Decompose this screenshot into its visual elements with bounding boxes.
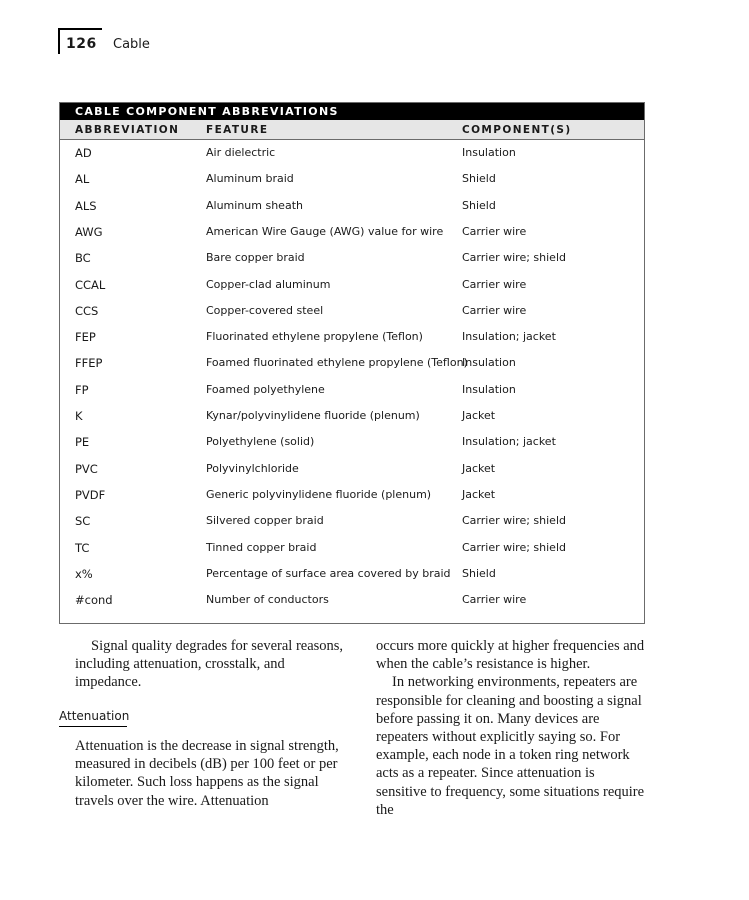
- table-row: [60, 245, 644, 271]
- table-row: [60, 456, 644, 482]
- table-row: [60, 193, 644, 219]
- feature-cell: Generic polyvinylidene fluoride (plenum): [206, 487, 432, 501]
- component-cell: Insulation: [462, 146, 516, 159]
- table-row: [60, 508, 644, 534]
- feature-cell: Fluorinated ethylene propylene (Teflon): [206, 330, 423, 344]
- component-cell: Insulation: [462, 382, 516, 396]
- section-heading: Attenuation: [59, 709, 130, 723]
- abbreviation-cell: ALS: [75, 198, 97, 213]
- feature-cell: Foamed fluorinated ethylene propylene (Teflon): [206, 356, 468, 370]
- component-cell: Shield: [462, 198, 496, 212]
- table-row: [60, 219, 644, 245]
- table-row: [60, 587, 644, 613]
- feature-cell: American Wire Gauge (AWG) value for wire: [206, 224, 444, 238]
- feature-cell: Bare copper braid: [206, 251, 305, 265]
- component-cell: Insulation; jacket: [462, 435, 556, 449]
- header-top-rule: [58, 28, 102, 30]
- table-row: [60, 377, 644, 403]
- paragraph: Attenuation is the decrease in signal strength, measured in decibels (dB) per 100 feet or per kilometer. Such loss happens as the signal travels over the wire. Attenuation: [75, 738, 339, 809]
- feature-cell: Aluminum braid: [206, 172, 294, 186]
- component-cell: Carrier wire: [462, 303, 527, 317]
- table-row: [60, 561, 644, 587]
- page-number: 126: [66, 36, 97, 52]
- table-row: [60, 166, 644, 192]
- column-header-abbreviation: ABBREVIATION: [75, 124, 180, 136]
- abbreviation-cell: AWG: [75, 224, 103, 239]
- body-column-left-bottom: [75, 737, 345, 810]
- component-cell: Carrier wire: [462, 593, 527, 607]
- table-row: [60, 535, 644, 561]
- feature-cell: Percentage of surface area covered by braid: [206, 566, 451, 580]
- table-title: CABLE COMPONENT ABBREVIATIONS: [60, 103, 644, 120]
- feature-cell: Number of conductors: [206, 593, 329, 607]
- feature-cell: Kynar/polyvinylidene fluoride (plenum): [206, 409, 420, 422]
- abbreviation-cell: BC: [75, 251, 91, 266]
- abbreviations-table: [59, 102, 645, 624]
- abbreviation-cell: FEP: [75, 330, 96, 345]
- component-cell: Carrier wire; shield: [462, 251, 566, 265]
- feature-cell: Copper-covered steel: [206, 303, 324, 317]
- running-header: [58, 28, 358, 54]
- abbreviation-cell: AL: [75, 172, 90, 187]
- feature-cell: Copper-clad aluminum: [206, 277, 331, 291]
- component-cell: Jacket: [462, 461, 496, 475]
- section-heading-underline: [59, 726, 127, 727]
- component-cell: Carrier wire; shield: [462, 514, 566, 528]
- component-cell: Shield: [462, 566, 496, 580]
- component-cell: Shield: [462, 172, 496, 186]
- table-row: [60, 272, 644, 298]
- component-cell: Jacket: [462, 409, 496, 422]
- table-row: [60, 403, 644, 429]
- column-header-feature: FEATURE: [206, 124, 269, 136]
- abbreviation-cell: AD: [75, 146, 92, 160]
- abbreviation-cell: #cond: [75, 593, 113, 608]
- paragraph: Signal quality degrades for several reasons, including attenuation, crosstalk, and impedance.: [75, 638, 344, 691]
- table-row: [60, 482, 644, 508]
- paragraph: occurs more quickly at higher frequencies and when the cable’s resistance is higher.: [376, 638, 645, 673]
- table-row: [60, 350, 644, 376]
- component-cell: Jacket: [462, 487, 496, 501]
- abbreviation-cell: TC: [75, 540, 90, 555]
- component-cell: Carrier wire: [462, 277, 527, 291]
- feature-cell: Polyethylene (solid): [206, 435, 315, 449]
- abbreviation-cell: PVC: [75, 461, 98, 476]
- feature-cell: Aluminum sheath: [206, 198, 303, 212]
- feature-cell: Foamed polyethylene: [206, 382, 325, 396]
- abbreviation-cell: x%: [75, 566, 93, 581]
- abbreviation-cell: FFEP: [75, 356, 103, 371]
- table-row: [60, 429, 644, 455]
- table-header-row: [60, 120, 644, 140]
- abbreviation-cell: PVDF: [75, 487, 106, 502]
- feature-cell: Polyvinylchloride: [206, 461, 299, 475]
- body-column-right: [376, 637, 646, 819]
- abbreviation-cell: CCAL: [75, 277, 106, 292]
- abbreviation-cell: FP: [75, 382, 89, 397]
- feature-cell: Tinned copper braid: [206, 540, 317, 554]
- feature-cell: Silvered copper braid: [206, 514, 324, 528]
- header-rule: [58, 28, 60, 54]
- body-column-left-top: [75, 637, 345, 692]
- abbreviation-cell: K: [75, 409, 83, 423]
- component-cell: Carrier wire: [462, 224, 527, 238]
- component-cell: Insulation; jacket: [462, 330, 556, 344]
- component-cell: Insulation: [462, 356, 516, 370]
- abbreviation-cell: SC: [75, 514, 91, 529]
- abbreviation-cell: CCS: [75, 303, 99, 318]
- table-row: [60, 324, 644, 350]
- column-header-components: COMPONENT(S): [462, 124, 572, 136]
- paragraph: In networking environments, repeaters are responsible for cleaning and boosting a signal before passing it on. Many devices are repeaters without explicitly saying so. For example, each node in a token ring network acts as a repeater. Since attenuation is sensitive to frequency, some situations require the: [376, 674, 645, 818]
- running-title: Cable: [113, 37, 150, 52]
- abbreviation-cell: PE: [75, 435, 90, 450]
- table-row: [60, 140, 644, 166]
- component-cell: Carrier wire; shield: [462, 540, 566, 554]
- feature-cell: Air dielectric: [206, 146, 276, 159]
- table-row: [60, 298, 644, 324]
